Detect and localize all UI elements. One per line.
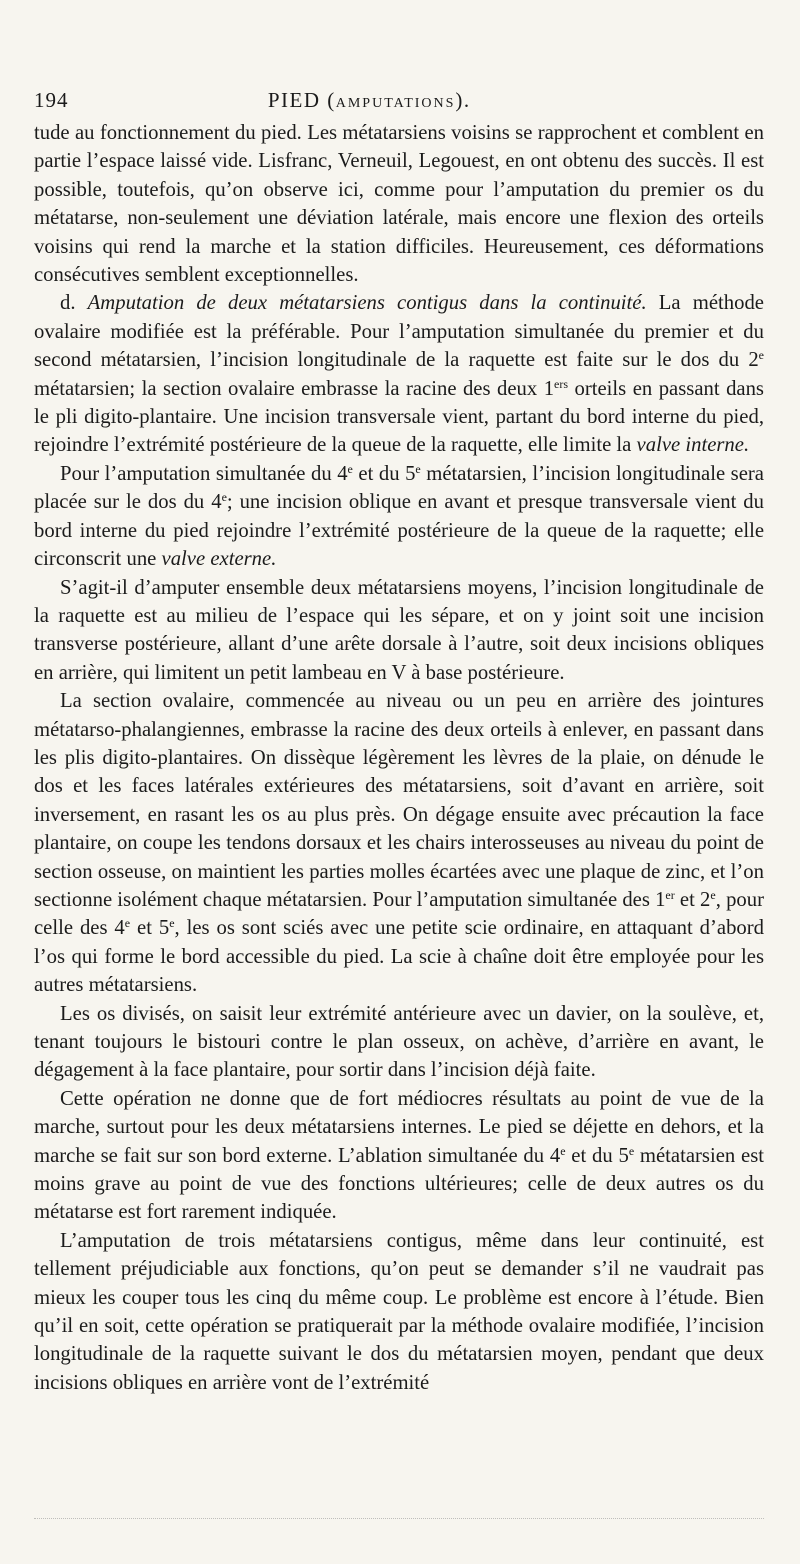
paragraph-1: tude au fonctionnement du pied. Les métatarsiens voisins se rapprochent et comblent en partie l’espace laissé vide. Lisfranc, Verneuil, Legouest, en ont obtenu des succès. Il est possible, toutefois, qu’on observe ici, comme pour l’amputation du premier os du métatarse, non-seulement une déviation latérale, mais encore une flexion des orteils voisins qui rend la marche et la station difficiles. Heureusement, ces déformations consécutives semblent exceptionnelles.: [34, 122, 764, 287]
running-title-main: PIED (: [267, 88, 336, 112]
superscript: e: [560, 1143, 566, 1158]
superscript: e: [758, 348, 764, 363]
superscript: ers: [554, 376, 569, 391]
paragraph-6: Les os divisés, on saisit leur extrémité antérieure avec un davier, on la soulève, et, tenant toujours le bistouri contre le plan osseux, on achève, d’arrière en avant, le dégagement à la face plantaire, pour sortir dans l’incision déjà faite.: [34, 1002, 764, 1082]
superscript: e: [415, 461, 421, 476]
section-heading: Amputation de deux métatarsiens contigus dans la continuité.: [87, 292, 647, 315]
paragraph-2-text-b: métatarsien; la section ovalaire embrasse la racine des deux 1: [34, 377, 555, 400]
superscript: e: [628, 1143, 635, 1158]
paragraph-3-text-d: ; une incision oblique en avant et presque transversale vient du bord interne du pied rejoindre l’extrémité postérieure de la queue de la raquette; elle circonscrit une: [34, 491, 764, 571]
superscript: e: [169, 916, 175, 931]
paragraph-5: [34, 687, 764, 999]
superscript: er: [665, 887, 675, 902]
running-title-close: ).: [455, 88, 471, 112]
paragraph-3-text-c: métatarsien, l’incision longitudinale sera placée sur le dos du 4: [34, 462, 764, 514]
page-number: 194: [34, 88, 69, 112]
paragraph-5-text-a: La section ovalaire, commencée au niveau ou un peu en arrière des jointures métatarso-phalangiennes, embrasse la racine des deux orteils à enlever, en passant dans les plis digito-plantaires. On dissèque légèrement les lèvres de la plaie, on dénude le dos et les faces latérales extérieures des métatarsiens, soit d’avant en arrière, soit inversement, en rasant les os au plus près. On dégage ensuite avec précaution la face plantaire, on coupe les tendons dorsaux et les chairs interosseuses au niveau du point de section osseuse, on maintient les parties molles écartées avec une plaque de zinc, et l’on sectionne isolément chaque métatarsien. Pour l’amputation simultanée des 1: [34, 690, 764, 911]
superscript: e: [221, 490, 227, 505]
paragraph-2-text-a: La méthode ovalaire modifiée est la préférable. Pour l’amputation simultanée du premier et du second métatarsien, l’incision longitudinale de la raquette est faite sur le dos du 2: [34, 292, 764, 372]
paragraph-8: L’amputation de trois métatarsiens contigus, même dans leur continuité, est tellement préjudiciable aux fonctions, qu’on peut se demander s’il ne vaudrait pas mieux les couper tous les cinq du même coup. Le problème est encore à l’étude. Bien qu’il en soit, cette opération se pratiquerait par la méthode ovalaire modifiée, l’incision longitudinale de la raquette suivant le dos du métatarsien moyen, pendant que deux incisions obliques en arrière vont de l’extrémité: [34, 1229, 764, 1394]
paragraph-4: S’agit-il d’amputer ensemble deux métatarsiens moyens, l’incision longitudinale de la raquette est au milieu de l’espace qui les sépare, et on y joint soit une incision transverse postérieure, allant d’une arête dorsale à l’autre, soit deux incisions obliques en arrière, qui limitent un petit lambeau en V à base postérieure.: [34, 576, 764, 684]
paragraph-5-text-e: , les os sont sciés avec une petite scie ordinaire, en attaquant d’abord l’os qui forme le bord accessible du pied. La scie à chaîne doit être employée pour les autres métatarsiens.: [34, 917, 765, 997]
bleed-through-line: [34, 1518, 764, 1521]
page-body: [34, 119, 764, 1397]
italic-term: valve interne.: [636, 434, 750, 457]
superscript: e: [710, 887, 716, 902]
section-letter: d.: [60, 292, 88, 315]
running-title: [69, 88, 761, 113]
paragraph-7-text-c: métatarsien est moins grave au point de vue des fonctions ultérieures; celle de deux autres os du métatarse est fort rarement indiquée.: [34, 1144, 764, 1224]
paragraph-3-text-b: et du 5: [352, 462, 416, 485]
paragraph-3-text-a: Pour l’amputation simultanée du 4: [60, 462, 348, 485]
paragraph-7-text-a: Cette opération ne donne que de fort médiocres résultats au point de vue de la marche, surtout pour les deux métatarsiens internes. Le pied se déjette en dehors, et la marche se fait sur son bord externe. L’ablation simultanée du 4: [34, 1087, 764, 1167]
paragraph-3: [34, 460, 764, 574]
paragraph-5-text-c: , pour celle des 4: [34, 888, 764, 940]
running-title-small-caps: AMPUTATIONS: [335, 96, 456, 111]
paragraph-7-text-b: et du 5: [565, 1144, 629, 1167]
paragraph-7: [34, 1085, 764, 1227]
paragraph-5-text-d: et 5: [130, 917, 170, 940]
superscript: e: [347, 461, 353, 476]
italic-term: valve externe.: [161, 548, 277, 571]
paragraph-5-text-b: et 2: [674, 888, 711, 911]
running-header: [34, 88, 760, 113]
paragraph-2: [34, 289, 764, 459]
superscript: e: [124, 916, 131, 931]
paragraph-2-text-c: orteils en passant dans le pli digito-plantaire. Une incision transversale vient, partant du bord interne du pied, rejoindre l’extrémité postérieure de la queue de la raquette, elle limite la: [34, 377, 764, 457]
